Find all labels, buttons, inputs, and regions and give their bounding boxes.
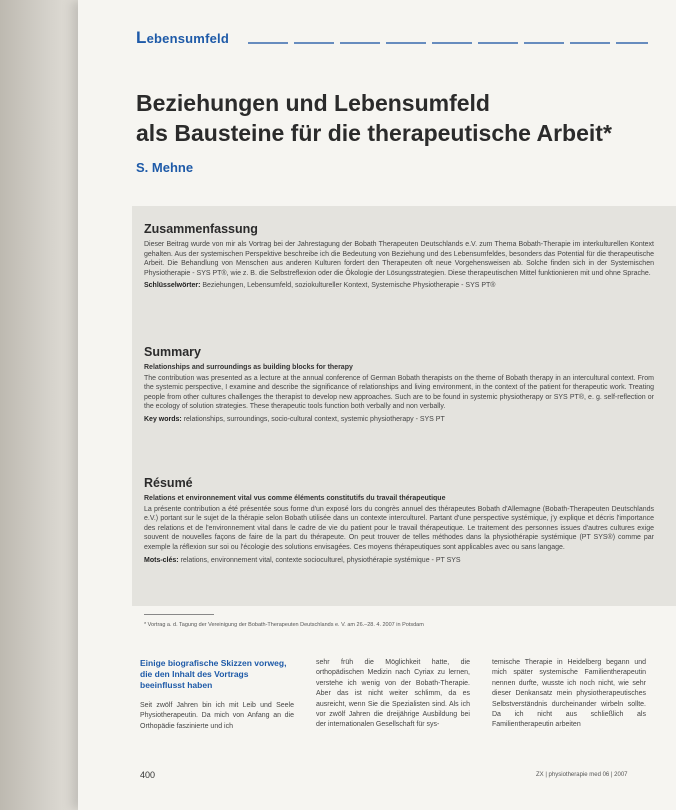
section-header	[136, 28, 656, 48]
summary-text: The contribution was presented as a lecture at the annual conference of German Bobath therapists on the theme of Bobath therapy in an intercultural context. From the systemic perspective, I examine and describe the significance of relationships and living environment, in the context of the patient for therapeutic work. Treating people from other cultures challenges the therapist to develop new approaches. Such are to be found in systemic physiotherapy or SYS PT®, e. g. self-reflection or the ecology of solution strategies. These therapeutic tools function both verbally and non verbally.	[144, 374, 654, 411]
subsection-heading: Einige biografische Skizzen vorweg, die den Inhalt des Vortrags beeinflusst haben	[140, 658, 287, 690]
resume-heading: Résumé	[144, 476, 193, 490]
body-column-3	[492, 658, 646, 731]
journal-footer: ZX | physiotherapie med 06 | 2007	[536, 772, 628, 778]
summary-heading: Summary	[144, 345, 201, 359]
summary-subtitle: Relationships and surroundings as building blocks for therapy	[144, 364, 353, 371]
article-title: Beziehungen und Lebensumfeld als Bausteine für die therapeutische Arbeit*	[136, 90, 612, 146]
keywords: Schlüsselwörter: Beziehungen, Lebensumfeld, soziokultureller Kontext, Systemische Physiotherapie - SYS PT®	[144, 282, 496, 290]
journal-page	[78, 0, 676, 810]
resume-text: La présente contribution a été présentée sous forme d'un exposé lors du congrès annuel des thérapeutes Bobath d'Allemagne (Bobath-Therapeuten Deutschlands e.V.) portant sur le sujet de la thérapie selon Bobath utilisée dans un contexte interculturel. Partant d'une perspective systémique, j'y explique et décris l'importance des relations et de l'environnement vital dans le cadre de vie du patient pour le travail thérapeutique. Le traitement des personnes issues d'autres cultures exige souvent de nouvelles façons de faire de la part du thérapeute. On peut trouver de telles méthodes dans la physiothérapie systémique (PT SYS®) comme par exemple la réflexion sur soi ou l'écologie des solutions envisagées. Ces moyens thérapeutiques sont applicables avec ou sans langage.	[144, 505, 654, 551]
section-title: Lebensumfeld	[136, 28, 229, 47]
abstract-german	[144, 222, 654, 291]
page-number: 400	[140, 770, 156, 780]
section-rule	[248, 42, 648, 44]
body-column-2	[316, 658, 470, 731]
footnote: * Vortrag a. d. Tagung der Vereinigung der Bobath-Therapeuten Deutschlands e. V. am 26.–28. 4. 2007 in Potsdam	[144, 622, 424, 628]
body-column-1	[140, 658, 294, 732]
keywords: Key words: relationships, surroundings, socio-cultural context, systemic physiotherapy - SYS PT	[144, 415, 445, 423]
keywords: Mots-clés: relations, environnement vital, contexte socioculturel, physiothérapie systémique - PT SYS	[144, 556, 461, 564]
abstract-english	[144, 345, 654, 425]
resume-subtitle: Relations et environnement vital vus comme éléments constitutifs du travail thérapeutique	[144, 495, 446, 502]
abstract-text: Dieser Beitrag wurde von mir als Vortrag bei der Jahrestagung der Bobath Therapeuten Deutschlands e.V. zum Thema Bobath-Therapie im interkulturellen Kontext gehalten. Aus der systemischen Perspektive beschreibe ich die Bedeutung von Beziehung und des Lebensumfeldes, besonders das Potential für die therapeutische Arbeit. Die Behandlung von Menschen aus anderen Kulturen fordert den Therapeuten oft neue Vorgehensweisen ab. Solche finden sich in der Systemischen Physiotherapie - SYS PT®, wie z. B. die Selbstreflexion oder die Ökologie der Lösungsstrategien. Diese therapeutischen Mittel funktionieren mit und ohne Sprache.	[144, 241, 654, 277]
abstract-heading: Zusammenfassung	[144, 222, 258, 236]
body-text: temische Therapie in Heidelberg begann und mich später systemische Familientherapeutin nennen durfte, wusste ich noch nicht, wie sehr dieser Denkansatz mein physiotherapeutisches Selbstverständnis durcheinander wirbeln sollte. Da ich nicht aus schließlich als Familientherapeutin arbeiten	[492, 659, 646, 729]
author: S. Mehne	[136, 160, 194, 175]
footnote-rule	[144, 614, 214, 615]
body-text: sehr früh die Möglichkeit hatte, die orthopädischen Medizin nach Cyriax zu lernen, verstehe ich wenig von der Bobath-Therapie. Aber das ist nicht weiter schlimm, da es ausreicht, wenn Sie die Spezialisten sind. Als ich vor zwölf Jahren die dreijährige Ausbildung bei der internationalen Gesellschaft für sys-	[316, 659, 470, 729]
abstract-french	[144, 476, 654, 565]
page-edge	[0, 0, 78, 810]
body-text: Seit zwölf Jahren bin ich mit Leib und Seele Physiotherapeutin. Da mich von Anfang an die Orthopädie faszinierte und ich	[140, 702, 294, 730]
